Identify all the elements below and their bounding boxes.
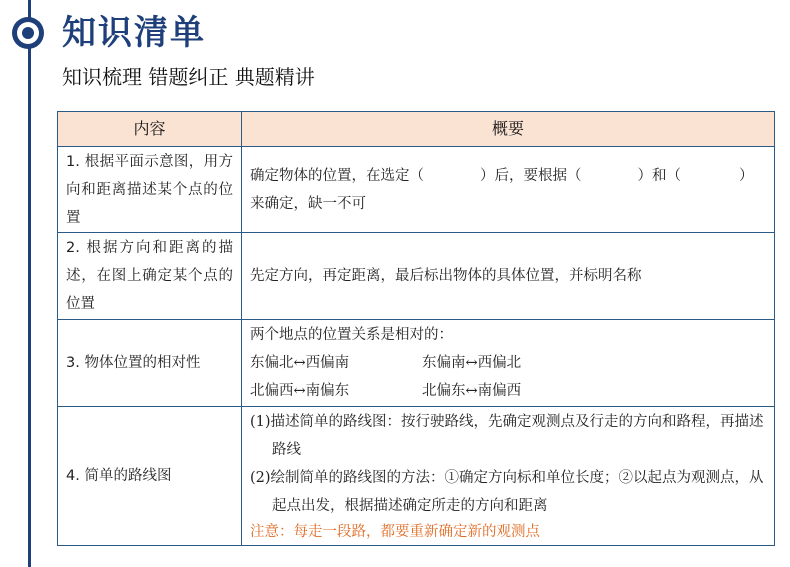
direction-pair: 北偏西↔南偏东 xyxy=(250,383,350,399)
table-header-row xyxy=(58,112,775,147)
summary-item: (1)描述简单的路线图：按行驶路线，先确定观测点及行走的方向和路程，再描述路线 xyxy=(250,414,764,458)
direction-pair: 东偏北↔西偏南 xyxy=(250,355,350,371)
page-title: 知识清单 xyxy=(62,13,206,53)
row-topic: 2. 根据方向和距离的描述，在图上确定某个点的位置 xyxy=(58,233,242,320)
row-topic: 3. 物体位置的相对性 xyxy=(58,320,242,407)
title-bullet-icon xyxy=(12,17,44,49)
row-summary xyxy=(242,407,775,546)
note-text: 注意：每走一段路，都要重新确定新的观测点 xyxy=(250,524,540,540)
table-row xyxy=(58,147,775,233)
header-summary: 概要 xyxy=(242,112,775,147)
row-topic: 4. 简单的路线图 xyxy=(58,407,242,546)
row-topic: 1. 根据平面示意图，用方向和距离描述某个点的位置 xyxy=(58,147,242,233)
direction-pair: 东偏南↔西偏北 xyxy=(422,355,522,371)
table-row xyxy=(58,407,775,546)
table-row xyxy=(58,233,775,320)
row-summary: 确定物体的位置，在选定（ ）后，要根据（ ）和（ ）来确定，缺一不可 xyxy=(242,147,775,233)
left-accent-line xyxy=(28,0,31,567)
table-row xyxy=(58,320,775,407)
summary-item: (2)绘制简单的路线图的方法：①确定方向标和单位长度；②以起点为观测点，从起点出发，根据描述确定所走的方向和距离 xyxy=(250,470,764,514)
header-content: 内容 xyxy=(58,112,242,147)
knowledge-table xyxy=(57,111,775,546)
row-summary: 两个地点的位置关系是相对的： 东偏北↔西偏南 东偏南↔西偏北 北偏西↔南偏东 北偏东↔南偏西 xyxy=(242,320,775,407)
page-subtitle: 知识梳理 错题纠正 典题精讲 xyxy=(62,65,315,89)
row-summary: 先定方向，再定距离，最后标出物体的具体位置，并标明名称 xyxy=(242,233,775,320)
direction-pair: 北偏东↔南偏西 xyxy=(422,383,522,399)
